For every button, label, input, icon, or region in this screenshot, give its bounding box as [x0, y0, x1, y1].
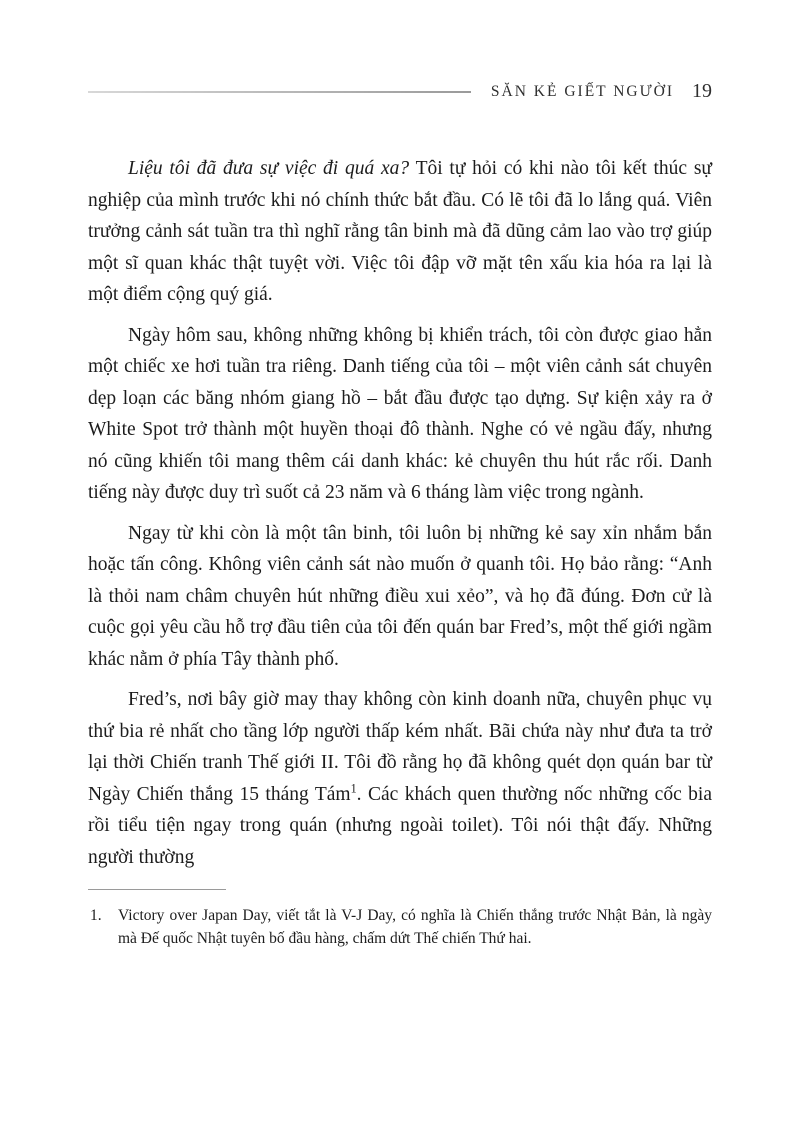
footnote: [88, 904, 712, 950]
paragraph-1: [88, 153, 712, 311]
header-rule: [88, 91, 471, 93]
footnote-reference: 1: [350, 781, 357, 795]
body-text: [88, 153, 712, 873]
paragraph-3: Ngay từ khi còn là một tân binh, tôi luôn bị những kẻ say xỉn nhắm bắn hoặc tấn công. Không viên cảnh sát nào muốn ở quanh tôi. Họ bảo rằng: “Anh là thỏi nam châm chuyên hút những điều xui xẻo”, và họ đã đúng. Đơn cử là cuộc gọi yêu cầu hỗ trợ đầu tiên của tôi đến quán bar Fred’s, một thế giới ngầm khác nằm ở phía Tây thành phố.: [88, 522, 712, 670]
paragraph-4-text-before-footnote: Fred’s, nơi bây giờ may thay không còn kinh doanh nữa, chuyên phục vụ thứ bia rẻ nhất cho tầng lớp người thấp kém nhất. Bãi chứa này như đưa ta trở lại thời Chiến tranh Thế giới II. Tôi đồ rằng họ đã không quét dọn quán bar từ Ngày Chiến thắng 15 tháng Tám: [88, 689, 712, 805]
footnote-area: [88, 889, 712, 950]
paragraph-2: Ngày hôm sau, không những không bị khiển trách, tôi còn được giao hẳn một chiếc xe hơi tuần tra riêng. Danh tiếng của tôi – một viên cảnh sát chuyên dẹp loạn các băng nhóm giang hồ – bắt đầu được tạo dựng. Sự kiện xảy ra ở White Spot trở thành một huyền thoại đô thành. Nghe có vẻ ngầu đấy, nhưng nó cũng khiến tôi mang thêm cái danh khác: kẻ chuyên thu hút rắc rối. Danh tiếng này được duy trì suốt cả 23 năm và 6 tháng làm việc trong ngành.: [88, 324, 712, 503]
footnote-marker: 1.: [90, 907, 102, 924]
paragraph-1-lead-italic: Liệu tôi đã đưa sự việc đi quá xa?: [128, 158, 410, 179]
page-header: [88, 80, 712, 103]
paragraph-4-text-after-footnote: . Các khách quen thường nốc những cốc bia rồi tiểu tiện ngay trong quán (nhưng ngoài toilet). Tôi nói thật đấy. Những người thường: [88, 783, 713, 868]
running-title: SĂN KẺ GIẾT NGƯỜI: [490, 82, 674, 100]
page-number: 19: [692, 80, 712, 102]
paragraph-4: [88, 684, 712, 873]
footnote-separator: [88, 889, 226, 890]
paragraph-1-text: Tôi tự hỏi có khi nào tôi kết thúc sự nghiệp của mình trước khi nó chính thức bắt đầu. Có lẽ tôi đã lo lắng quá. Viên trưởng cảnh sát tuần tra thì nghĩ rằng tân binh mà đã dũng cảm lao vào trợ giúp một sĩ quan khác thật tuyệt vời. Việc tôi đập vỡ mặt tên xấu kia hóa ra lại là một điểm cộng quý giá.: [88, 158, 712, 305]
footnote-text: Victory over Japan Day, viết tắt là V-J Day, có nghĩa là Chiến thắng trước Nhật Bản, là ngày mà Đế quốc Nhật tuyên bố đầu hàng, chấm dứt Thế chiến Thứ hai.: [118, 907, 712, 947]
